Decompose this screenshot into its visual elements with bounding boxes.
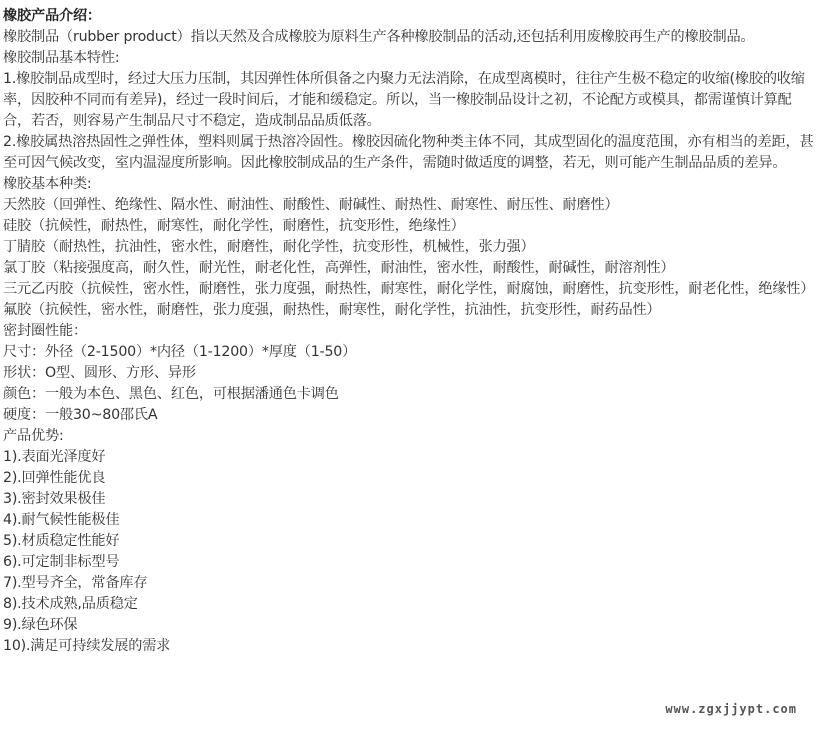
type-item: 氯丁胶（粘接强度高，耐久性，耐光性，耐老化性，高弹性，耐油性，密水性，耐酸性，耐碱性，耐溶剂性） bbox=[3, 260, 675, 276]
seal-spec: 硬度：一般30~80邵氏A bbox=[3, 407, 158, 423]
type-item: 硅胶（抗候性，耐热性，耐寒性，耐化学性，耐磨性，抗变形性，绝缘性） bbox=[3, 218, 465, 234]
seal-spec: 尺寸：外径（2-1500）*内径（1-1200）*厚度（1-50） bbox=[3, 344, 357, 360]
page-title: 橡胶产品介绍： bbox=[3, 8, 101, 24]
seal-spec: 颜色：一般为本色、黑色、红色，可根据潘通色卡调色 bbox=[3, 386, 339, 402]
seal-heading: 密封圈性能： bbox=[3, 323, 87, 339]
product-description bbox=[3, 6, 815, 657]
watermark-text: www.zgxjjypt.com bbox=[665, 702, 797, 716]
advantage-item: 6).可定制非标型号 bbox=[3, 554, 120, 570]
seal-spec: 形状：O型、圆形、方形、异形 bbox=[3, 365, 196, 381]
intro-paragraph: 橡胶制品（rubber product）指以天然及合成橡胶为原料生产各种橡胶制品的活动,还包括利用废橡胶再生产的橡胶制品。 bbox=[3, 29, 755, 45]
type-item: 丁腈胶（耐热性，抗油性，密水性，耐磨性，耐化学性，抗变形性，机械性，张力强） bbox=[3, 239, 535, 255]
advantage-item: 7).型号齐全，常备库存 bbox=[3, 575, 148, 591]
property-item: 2.橡胶属热溶热固性之弹性体，塑料则属于热溶冷固性。橡胶因硫化物种类主体不同，其成型固化的温度范围，亦有相当的差距，甚至可因气候改变，室内温湿度所影响。因此橡胶制成品的生产条件，需随时做适度的调整，若无，则可能产生制品品质的差异。 bbox=[3, 134, 814, 171]
advantage-item: 10).满足可持续发展的需求 bbox=[3, 638, 171, 654]
advantage-item: 9).绿色环保 bbox=[3, 617, 78, 633]
advantage-item: 5).材质稳定性能好 bbox=[3, 533, 120, 549]
advantage-item: 3).密封效果极佳 bbox=[3, 491, 106, 507]
advantage-item: 1).表面光泽度好 bbox=[3, 449, 106, 465]
type-item: 氟胶（抗候性，密水性，耐磨性，张力度强，耐热性，耐寒性，耐化学性，抗油性，抗变形性，耐药品性） bbox=[3, 302, 661, 318]
advantage-item: 2).回弹性能优良 bbox=[3, 470, 106, 486]
advantage-item: 4).耐气候性能极佳 bbox=[3, 512, 120, 528]
type-item: 天然胶（回弹性、绝缘性、隔水性、耐油性、耐酸性、耐碱性、耐热性、耐寒性、耐压性、耐磨性） bbox=[3, 197, 619, 213]
type-item: 三元乙丙胶（抗候性，密水性，耐磨性，张力度强，耐热性，耐寒性，耐化学性，耐腐蚀，耐磨性，抗变形性，耐老化性，绝缘性） bbox=[3, 281, 815, 297]
advantages-heading: 产品优势: bbox=[3, 428, 64, 444]
property-item: 1.橡胶制品成型时，经过大压力压制，其因弹性体所俱备之内聚力无法消除，在成型离模时，往往产生极不稳定的收缩(橡胶的收缩率，因胶种不同而有差异)，经过一段时间后，才能和缓稳定。所以，当一橡胶制品设计之初，不论配方或模具，都需谨慎计算配合，若否，则容易产生制品尺寸不稳定，造成制品品质低落。 bbox=[3, 71, 805, 129]
advantage-item: 8).技术成熟,品质稳定 bbox=[3, 596, 138, 612]
properties-heading: 橡胶制品基本特性: bbox=[3, 50, 120, 66]
types-heading: 橡胶基本种类: bbox=[3, 176, 92, 192]
